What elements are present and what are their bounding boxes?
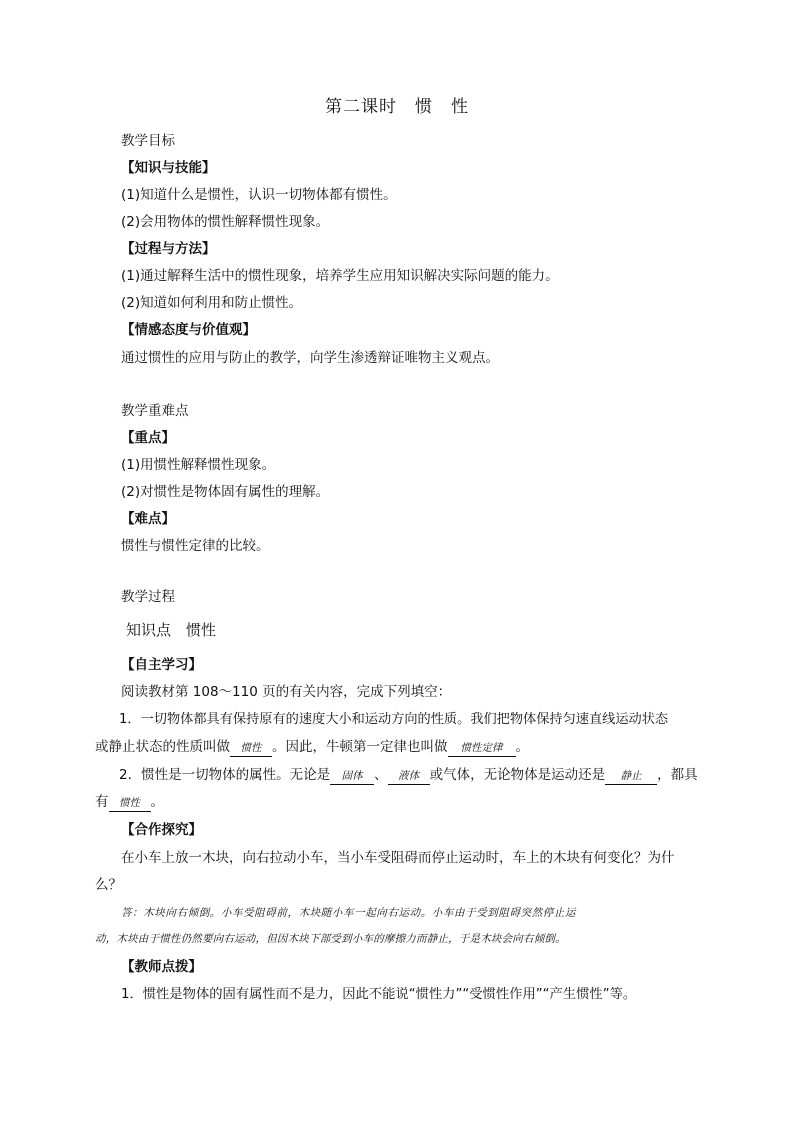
q1-blank-inertia-law: 惯性定律 [448, 741, 516, 757]
q2-text-pre: 2．惯性是一切物体的属性。无论是 [119, 767, 331, 783]
question-1-line-2 [95, 738, 529, 757]
q1-blank-inertia: 惯性 [230, 741, 272, 757]
knowledge-item-1: (1)知道什么是惯性，认识一切物体都有惯性。 [121, 187, 397, 203]
objectives-heading: 教学目标 [121, 133, 175, 149]
q1-text-pre: 或静止状态的性质叫做 [95, 739, 230, 755]
emotion-values-heading: 【情感态度与价值观】 [121, 322, 256, 338]
handwritten-answer-line-2: 动，木块由于惯性仍然要向右运动，但因木块下部受到小车的摩擦力而静止，于是木块会向右倾倒。 [95, 933, 566, 945]
q2-text-mid: 或气体，无论物体是运动还是 [429, 767, 606, 783]
question-2-line-2 [95, 793, 164, 812]
teacher-tip-1: 1．惯性是物体的固有属性而不是力，因此不能说“惯性力”“受惯性作用”“产生惯性”等。 [121, 987, 637, 1002]
q2-blank-static: 静止 [605, 769, 657, 785]
explore-heading: 【合作探究】 [121, 822, 202, 838]
process-item-2: (2)知道如何利用和防止惯性。 [121, 295, 303, 311]
handwritten-answer-line-1: 答：木块向右倾倒。小车受阻碍前，木块随小车一起向右运动。小车由于受到阻碍突然停止运 [121, 907, 577, 919]
keypoints-heading: 教学重难点 [121, 403, 189, 419]
read-instruction: 阅读教材第 108～110 页的有关内容，完成下列填空： [121, 684, 452, 700]
q2-blank-inertia: 惯性 [109, 796, 151, 812]
q2-blank-liquid: 液体 [388, 769, 430, 785]
key-item-1: (1)用惯性解释惯性现象。 [121, 457, 276, 473]
explore-question-line-1: 在小车上放一木块，向右拉动小车，当小车受阻碍而停止运动时，车上的木块有何变化？为什 [121, 850, 675, 866]
q1-text-post: 。 [515, 739, 529, 755]
q2b-text-pre: 有 [95, 794, 109, 810]
teacher-tips-heading: 【教师点拨】 [121, 959, 202, 975]
q2-text-post: ，都具 [657, 767, 698, 783]
q2-blank-solid: 固体 [330, 769, 374, 785]
key-heading: 【重点】 [121, 430, 175, 446]
emotion-item-1: 通过惯性的应用与防止的教学，向学生渗透辩证唯物主义观点。 [121, 350, 499, 366]
difficult-heading: 【难点】 [121, 511, 175, 527]
q2-text-sep: 、 [374, 767, 388, 783]
process-item-1: (1)通过解释生活中的惯性现象，培养学生应用知识解决实际问题的能力。 [121, 268, 559, 284]
q1-text-mid: 。因此，牛顿第一定律也叫做 [272, 739, 448, 755]
page-title: 第二课时 惯 性 [325, 97, 469, 117]
process-heading: 教学过程 [121, 589, 175, 605]
question-2-line-1 [119, 766, 698, 785]
question-1-line-1: 1．一切物体都具有保持原有的速度大小和运动方向的性质。我们把物体保持匀速直线运动状态 [119, 712, 669, 727]
topic-title: 知识点 惯性 [126, 621, 217, 639]
knowledge-skills-heading: 【知识与技能】 [121, 160, 216, 176]
key-item-2: (2)对惯性是物体固有属性的理解。 [121, 484, 330, 500]
explore-question-line-2: 么？ [95, 877, 122, 893]
q2b-text-post: 。 [150, 794, 164, 810]
knowledge-item-2: (2)会用物体的惯性解释惯性现象。 [121, 214, 330, 230]
difficult-item-1: 惯性与惯性定律的比较。 [121, 538, 270, 554]
process-methods-heading: 【过程与方法】 [121, 241, 216, 257]
self-study-heading: 【自主学习】 [121, 657, 202, 673]
